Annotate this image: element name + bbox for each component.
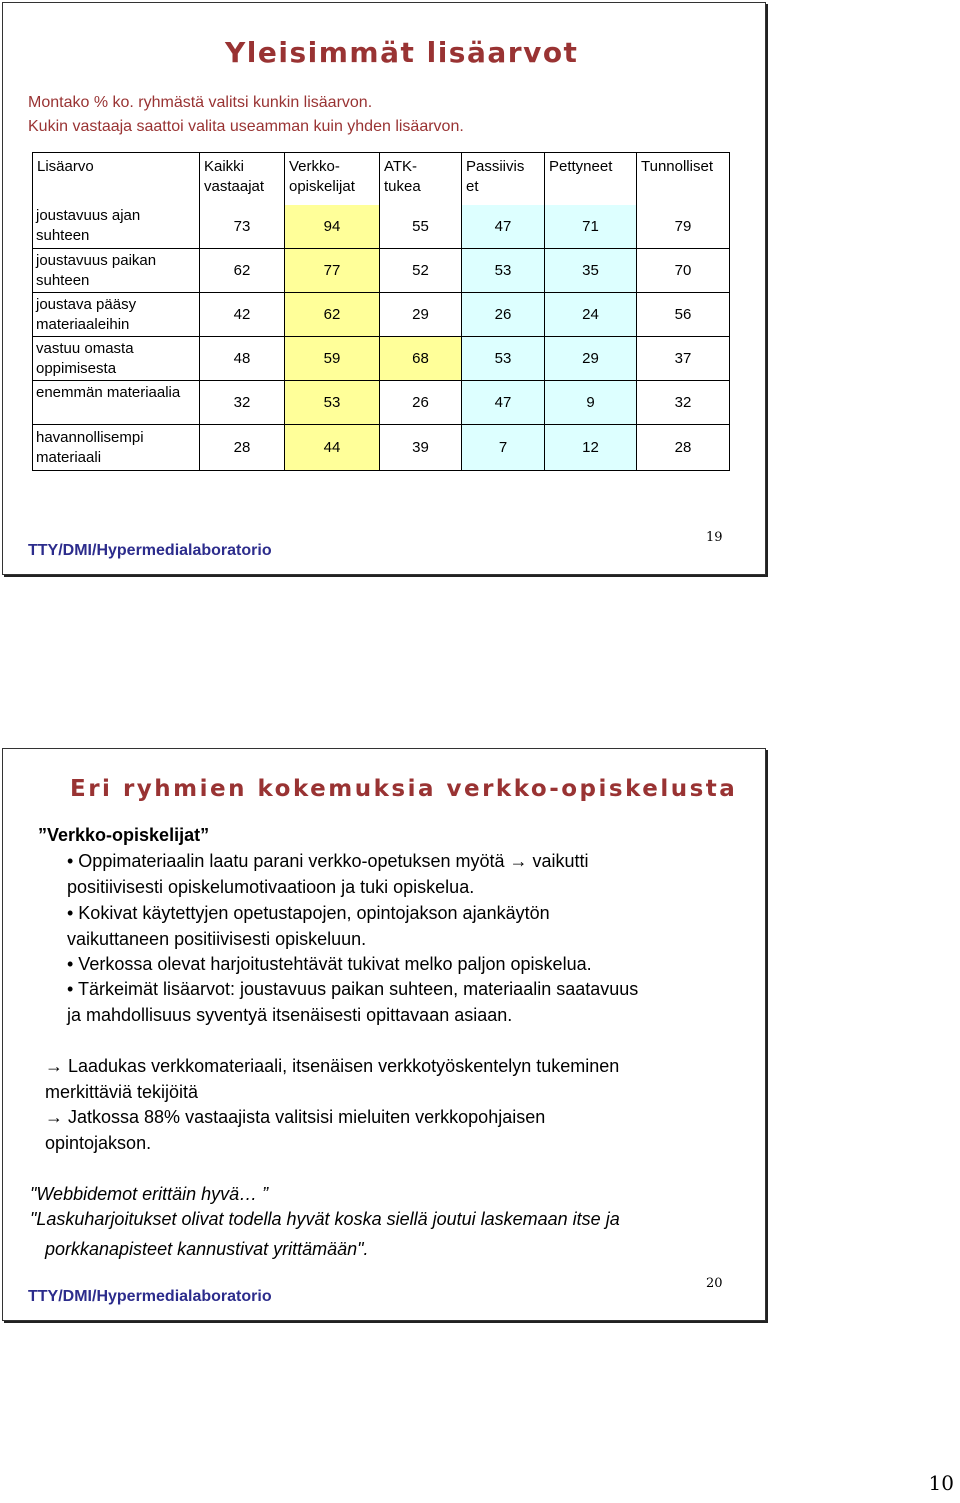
slide1-subtitle-1: Montako % ko. ryhmästä valitsi kunkin lisäarvon. bbox=[28, 94, 373, 111]
lisaarvo-table bbox=[32, 152, 730, 471]
bullet-item: • Kokivat käytettyjen opetustapojen, opintojakson ajankäytön vaikuttaneen positiivisesti opiskeluun. bbox=[67, 903, 550, 949]
header-pettyneet: Pettyneet bbox=[545, 153, 637, 205]
header-verkko: Verkko- opiskelijat bbox=[285, 153, 380, 205]
table-cell: 29 bbox=[545, 337, 637, 381]
table-cell: 39 bbox=[380, 425, 462, 471]
quote: "Laskuharjoitukset olivat todella hyvät koska siellä joutui laskemaan itse ja bbox=[30, 1209, 620, 1229]
table-cell: 62 bbox=[200, 249, 285, 293]
table-cell: 26 bbox=[462, 293, 545, 337]
table-cell: 53 bbox=[462, 337, 545, 381]
slide1-page-number: 19 bbox=[706, 530, 723, 545]
slide1-footer: TTY/DMI/Hypermedialaboratorio bbox=[28, 542, 272, 559]
table-cell: 44 bbox=[285, 425, 380, 471]
header-passiiviset: Passiivis et bbox=[462, 153, 545, 205]
table-cell: 71 bbox=[545, 205, 637, 249]
table-cell: 32 bbox=[637, 381, 730, 425]
bullet-item: • Tärkeimät lisäarvot: joustavuus paikan suhteen, materiaalin saatavuus ja mahdollisuus syventyä itsenäisesti opittavaan asiaan. bbox=[67, 979, 639, 1025]
conclusion-item: → Jatkossa 88% vastaajista valitsisi mieluiten verkkopohjaisen opintojakson. bbox=[45, 1107, 546, 1153]
quote: porkkanapisteet kannustivat yrittämään". bbox=[45, 1239, 369, 1259]
header-tunnolliset: Tunnolliset bbox=[637, 153, 730, 205]
table-cell: 53 bbox=[285, 381, 380, 425]
table-cell: 55 bbox=[380, 205, 462, 249]
row-label: joustavuus paikan suhteen bbox=[33, 249, 200, 293]
slide2-footer: TTY/DMI/Hypermedialaboratorio bbox=[28, 1288, 272, 1305]
conclusion-item: → Laadukas verkkomateriaali, itsenäisen verkkotyöskentelyn tukeminen merkittäviä tekijöitä bbox=[45, 1056, 620, 1102]
table-row bbox=[33, 337, 730, 381]
table-cell: 28 bbox=[200, 425, 285, 471]
table-cell: 42 bbox=[200, 293, 285, 337]
table-cell: 37 bbox=[637, 337, 730, 381]
table-cell: 56 bbox=[637, 293, 730, 337]
table-row bbox=[33, 249, 730, 293]
row-label: vastuu omasta oppimisesta bbox=[33, 337, 200, 381]
table-cell: 24 bbox=[545, 293, 637, 337]
row-label: joustavuus ajan suhteen bbox=[33, 205, 200, 249]
bullet-item: • Verkossa olevat harjoitustehtävät tukivat melko paljon opiskelua. bbox=[67, 954, 592, 974]
header-kaikki: Kaikki vastaajat bbox=[200, 153, 285, 205]
table-cell: 32 bbox=[200, 381, 285, 425]
table-cell: 73 bbox=[200, 205, 285, 249]
table-cell: 79 bbox=[637, 205, 730, 249]
table-row bbox=[33, 293, 730, 337]
row-label: havannollisempi materiaali bbox=[33, 425, 200, 471]
table-cell: 7 bbox=[462, 425, 545, 471]
table-cell: 12 bbox=[545, 425, 637, 471]
slide1-subtitle-2: Kukin vastaaja saattoi valita useamman kuin yhden lisäarvon. bbox=[28, 118, 464, 135]
table-row bbox=[33, 205, 730, 249]
table-cell: 68 bbox=[380, 337, 462, 381]
row-label: enemmän materiaalia bbox=[33, 381, 200, 425]
table-cell: 48 bbox=[200, 337, 285, 381]
group-heading: ”Verkko-opiskelijat” bbox=[38, 825, 210, 845]
table-cell: 62 bbox=[285, 293, 380, 337]
table-cell: 59 bbox=[285, 337, 380, 381]
header-atk: ATK- tukea bbox=[380, 153, 462, 205]
table-cell: 70 bbox=[637, 249, 730, 293]
table-cell: 9 bbox=[545, 381, 637, 425]
row-label: joustava pääsy materiaaleihin bbox=[33, 293, 200, 337]
header-lisaarvo: Lisäarvo bbox=[33, 153, 200, 205]
table-cell: 26 bbox=[380, 381, 462, 425]
slide2-title: Eri ryhmien kokemuksia verkko-opiskelusta bbox=[70, 776, 738, 802]
quote: "Webbidemot erittäin hyvä… ” bbox=[30, 1184, 269, 1204]
table-cell: 28 bbox=[637, 425, 730, 471]
table-header-row bbox=[33, 153, 730, 205]
table-cell: 77 bbox=[285, 249, 380, 293]
page-number: 10 bbox=[928, 1471, 954, 1495]
table-row bbox=[33, 425, 730, 471]
slide1-title: Yleisimmät lisäarvot bbox=[225, 36, 579, 69]
table-cell: 94 bbox=[285, 205, 380, 249]
table-cell: 47 bbox=[462, 205, 545, 249]
bullet-item: • Oppimateriaalin laatu parani verkko-opetuksen myötä → vaikutti positiivisesti opiskelumotivaatioon ja tuki opiskelua. bbox=[67, 851, 589, 897]
slide2-page-number: 20 bbox=[706, 1276, 723, 1291]
table-cell: 35 bbox=[545, 249, 637, 293]
table-cell: 52 bbox=[380, 249, 462, 293]
table-cell: 47 bbox=[462, 381, 545, 425]
table-cell: 29 bbox=[380, 293, 462, 337]
table-row bbox=[33, 381, 730, 425]
table-cell: 53 bbox=[462, 249, 545, 293]
